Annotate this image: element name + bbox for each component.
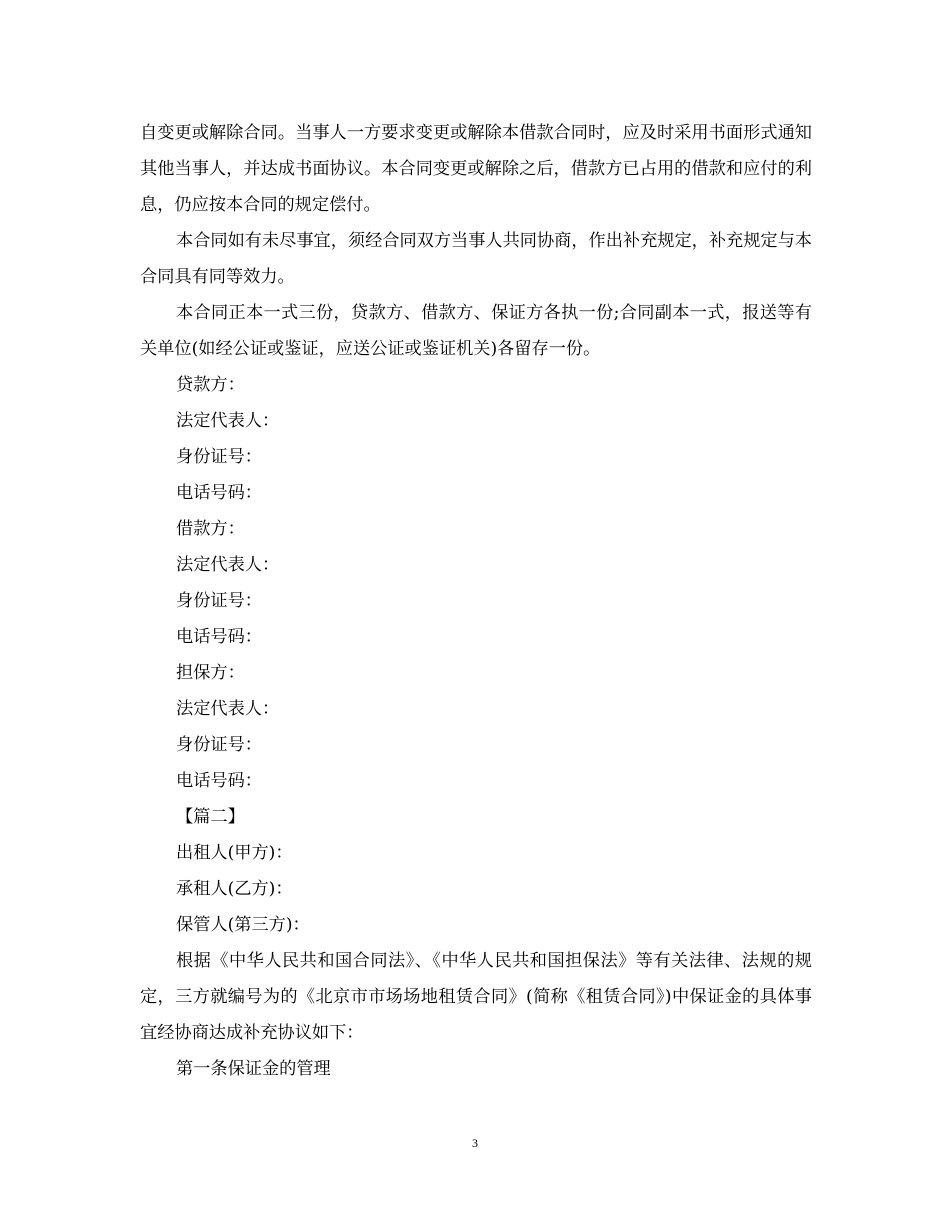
lender-label: 贷款方： <box>176 375 245 395</box>
borrower-representative-label: 法定代表人： <box>176 555 280 575</box>
borrower-phone-label: 电话号码： <box>176 627 262 647</box>
document-body <box>140 115 812 1087</box>
guarantor-id-label: 身份证号： <box>176 735 262 755</box>
lender-representative-label: 法定代表人： <box>176 411 280 431</box>
guarantor-phone-label: 电话号码： <box>176 771 262 791</box>
borrower-id-label: 身份证号： <box>176 591 262 611</box>
lender-phone-label: 电话号码： <box>176 483 262 503</box>
article-heading: 第一条保证金的管理 <box>176 1059 331 1079</box>
lender-id-label: 身份证号： <box>176 447 262 467</box>
guarantor-label: 担保方： <box>176 663 245 683</box>
guarantor-representative-label: 法定代表人： <box>176 699 280 719</box>
paragraph: 本合同如有未尽事宜，须经合同双方当事人共同协商，作出补充规定，补充规定与本合同具有同等效力。 <box>140 231 812 287</box>
borrower-label: 借款方： <box>176 519 245 539</box>
page-number: 3 <box>472 1136 478 1150</box>
paragraph: 自变更或解除合同。当事人一方要求变更或解除本借款合同时，应及时采用书面形式通知其他当事人，并达成书面协议。本合同变更或解除之后，借款方已占用的借款和应付的利息，仍应按本合同的规定偿付。 <box>140 123 812 215</box>
section-heading: 【篇二】 <box>176 807 245 827</box>
custodian-label: 保管人(第三方)： <box>176 915 310 935</box>
lessee-label: 承租人(乙方)： <box>176 879 293 899</box>
paragraph: 根据《中华人民共和国合同法》、《中华人民共和国担保法》等有关法律、法规的规定，三方就编号为的《北京市市场场地租赁合同》(简称《租赁合同》)中保证金的具体事宜经协商达成补充协议如下： <box>140 951 812 1043</box>
lessor-label: 出租人(甲方)： <box>176 843 293 863</box>
paragraph: 本合同正本一式三份，贷款方、借款方、保证方各执一份;合同副本一式，报送等有关单位(如经公证或鉴证，应送公证或鉴证机关)各留存一份。 <box>140 303 812 359</box>
